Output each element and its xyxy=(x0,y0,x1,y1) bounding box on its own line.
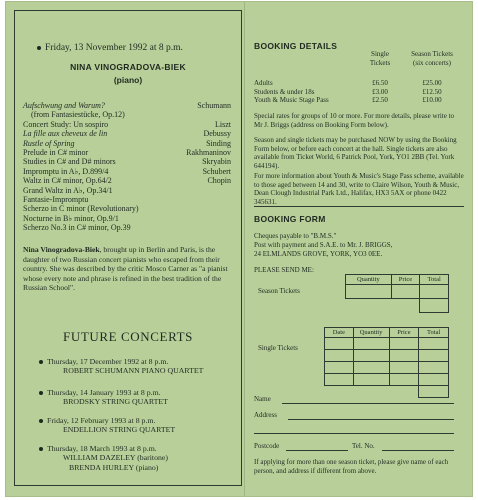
performer-instrument: (piano) xyxy=(113,75,143,85)
piece-title: Fantasie-Impromptu xyxy=(23,195,89,204)
future-concert-artist: BRODSKY STRING QUARTET xyxy=(63,397,168,407)
composer: Sinding xyxy=(206,138,231,148)
composer: Skryabin xyxy=(202,157,231,167)
composer: Debussy xyxy=(203,129,231,139)
tel-label: Tel. No. xyxy=(352,442,375,450)
fold-line xyxy=(244,2,245,496)
single-row-cell[interactable] xyxy=(389,350,419,362)
price-single: £2.50 xyxy=(372,96,388,105)
future-concert xyxy=(39,388,239,407)
future-concert-artist: ENDELLION STRING QUARTET xyxy=(63,425,176,435)
cheques-text: Cheques payable to "B.M.S." xyxy=(254,232,337,240)
single-row-cell[interactable] xyxy=(389,362,419,374)
future-concerts-heading: FUTURE CONCERTS xyxy=(63,329,193,344)
season-price-header: Price xyxy=(391,275,420,285)
future-concert-date xyxy=(39,388,239,397)
price-category: Students & under 18s xyxy=(254,87,315,96)
concert-date-text: Friday, 13 November 1992 at 8 p.m. xyxy=(45,43,183,53)
programme-item xyxy=(23,120,231,129)
single-row-cell[interactable] xyxy=(419,362,449,374)
programme-item xyxy=(23,129,231,138)
future-concert-date xyxy=(39,416,239,425)
single-row-cell[interactable] xyxy=(325,350,354,362)
single-row-cell[interactable] xyxy=(325,362,354,374)
piece-title: Scherzo in C minor (Revolutionary) xyxy=(23,204,139,214)
price-category: Youth & Music Stage Pass xyxy=(254,96,329,105)
future-concert xyxy=(39,416,239,435)
address-field-2[interactable] xyxy=(254,433,454,434)
composer: Schumann xyxy=(197,101,231,110)
programme-item xyxy=(23,167,231,176)
programme-panel xyxy=(14,10,242,486)
programme-item xyxy=(23,195,231,204)
booking-details-heading: BOOKING DETAILS xyxy=(254,41,338,51)
please-send-me: PLEASE SEND ME: xyxy=(254,266,314,274)
single-quantity-header: Quantity xyxy=(353,328,389,338)
single-row-cell[interactable] xyxy=(419,350,449,362)
season-tickets-label: Season Tickets xyxy=(258,287,300,295)
season-grand-total-cell[interactable] xyxy=(420,299,449,313)
season-total-cell[interactable] xyxy=(420,285,449,299)
leaflet-sheet xyxy=(6,2,472,496)
booking-panel xyxy=(254,10,464,486)
single-grand-total-cell[interactable] xyxy=(419,386,449,398)
bullet-icon xyxy=(37,46,41,50)
single-tickets-label: Single Tickets xyxy=(258,344,298,352)
single-row-cell[interactable] xyxy=(389,338,419,350)
future-concert xyxy=(39,357,239,376)
season-order-table xyxy=(345,274,449,313)
piece-title: Waltz in C# minor, Op.64/2 xyxy=(23,176,112,186)
price-category: Adults xyxy=(254,79,273,87)
price-season: £25.00 xyxy=(422,79,442,87)
price-single: £3.00 xyxy=(372,87,388,96)
future-concert-artist: WILLIAM DAZELEY (baritone) xyxy=(63,453,168,463)
programme-item xyxy=(23,148,231,157)
future-concert-date-text: Thursday, 18 March 1993 at 8 p.m. xyxy=(47,444,157,453)
future-concert-date-text: Thursday, 17 December 1992 at 8 p.m. xyxy=(47,357,169,366)
concert-date xyxy=(37,43,237,54)
piece-title: Aufschwung and Warum? xyxy=(23,101,105,110)
piece-title: Studies in C# and D# minors xyxy=(23,157,116,167)
season-quantity-header: Quantity xyxy=(346,275,392,285)
single-row-cell[interactable] xyxy=(353,350,389,362)
single-row-cell[interactable] xyxy=(419,374,449,386)
future-concert-date xyxy=(39,444,239,453)
address-field-1[interactable] xyxy=(288,419,454,420)
composer: Liszt xyxy=(215,119,231,129)
future-concert-date-text: Thursday, 14 January 1993 at 8 p.m. xyxy=(47,388,161,397)
tel-field[interactable] xyxy=(382,450,454,451)
group-rates-text: Special rates for groups of 10 or more. For more details, please write to Mr J. Briggs (address on Booking Form below). xyxy=(254,112,455,129)
bullet-icon xyxy=(39,360,43,364)
booking-form-heading: BOOKING FORM xyxy=(254,214,326,224)
single-row-cell[interactable] xyxy=(353,362,389,374)
programme-item xyxy=(23,204,231,213)
single-row-cell[interactable] xyxy=(419,338,449,350)
piece-title: Concert Study: Un sospiro xyxy=(23,119,109,129)
price-single: £6.50 xyxy=(372,79,388,87)
bio-name: Nina Vinogradova-Biek xyxy=(23,245,100,254)
bullet-icon xyxy=(39,419,43,423)
piece-title: (from Fantasiestücke, Op.12) xyxy=(31,110,125,120)
price-season: £12.50 xyxy=(422,87,442,96)
future-concert-date-text: Friday, 12 February 1993 at 8 p.m. xyxy=(47,416,156,425)
future-concert-artist: ROBERT SCHUMANN PIANO QUARTET xyxy=(63,366,204,376)
name-label: Name xyxy=(254,395,271,403)
post-line-1: Post with payment and S.A.E. to Mr. J. BRIGGS, xyxy=(254,241,393,249)
programme-item xyxy=(23,110,231,119)
col-single-tickets: Single Tickets xyxy=(369,50,391,67)
performer-name: NINA VINOGRADOVA-BIEK xyxy=(70,62,186,72)
single-date-header: Date xyxy=(325,328,354,338)
postcode-label: Postcode xyxy=(254,442,280,450)
future-concert-date xyxy=(39,357,239,366)
single-row-cell[interactable] xyxy=(325,374,354,386)
postcode-field[interactable] xyxy=(286,450,348,451)
address-label: Address xyxy=(254,411,277,419)
price-season: £10.00 xyxy=(422,96,442,105)
piece-title: Grand Waltz in A♭, Op.34/1 xyxy=(23,185,113,195)
piece-title: Rustle of Spring xyxy=(23,138,75,148)
piece-title: Scherzo No.3 in C# minor, Op.39 xyxy=(23,223,131,233)
future-concert xyxy=(39,444,239,472)
programme-item xyxy=(23,186,231,195)
piece-title: Nocturne in B♭ minor, Op.9/1 xyxy=(23,213,119,223)
piece-title: Prelude in C# minor xyxy=(23,148,89,157)
single-row-cell[interactable] xyxy=(325,338,354,350)
footer-note: If applying for more than one season ticket, please give name of each person, and address if different from above. xyxy=(254,458,449,475)
col-season-tickets: Season Tickets (six concerts) xyxy=(411,50,453,67)
single-price-header: Price xyxy=(389,328,419,338)
bullet-icon xyxy=(39,447,43,451)
programme-item xyxy=(23,157,231,166)
composer: Rakhmaninov xyxy=(186,148,231,157)
season-price-cell[interactable] xyxy=(391,285,420,299)
composer: Chopin xyxy=(207,176,231,186)
piece-title: La fille aux cheveux de lin xyxy=(23,129,108,139)
piece-title: Impromptu in A♭, D.899/4 xyxy=(23,166,109,176)
single-order-table xyxy=(324,327,449,398)
biography xyxy=(23,245,233,293)
bullet-icon xyxy=(39,391,43,395)
programme-item xyxy=(23,223,231,232)
divider xyxy=(254,206,464,207)
post-line-2: 24 ELMLANDS GROVE, YORK, YO3 0EE. xyxy=(254,250,383,258)
single-row-cell[interactable] xyxy=(353,374,389,386)
single-row-cell[interactable] xyxy=(353,338,389,350)
programme-item xyxy=(23,214,231,223)
programme-item xyxy=(23,176,231,185)
stage-pass-info-text: For more information about Youth & Music's Stage Pass scheme, available to those aged between 14 and 30, write to Claire Wilson, Youth & Music, Dean Clough Industrial Park Ltd., Halifax, HX3 5AX or phone 0422 345631. xyxy=(254,172,464,206)
season-quantity-cell[interactable] xyxy=(346,285,392,299)
name-field[interactable] xyxy=(282,403,454,404)
composer: Schubert xyxy=(202,166,231,176)
single-total-header: Total xyxy=(419,328,449,338)
season-total-header: Total xyxy=(420,275,449,285)
future-concert-artist: BRENDA HURLEY (piano) xyxy=(69,462,159,472)
programme-item xyxy=(23,101,231,110)
bio-text: , brought up in Berlin and Paris, is the daughter of two Russian concert pianists who escaped from their country. She was described by the critic Mosco Carner as "a pianist whose every note and phrase is refined in the best tradition of the Russian School". xyxy=(23,245,228,293)
single-row-cell[interactable] xyxy=(389,374,419,386)
purchase-info-text: Season and single tickets may be purchased NOW by using the Booking Form below, or before each concert at the hall. Single tickets are also available from Ticket World, 6 Patrick Pool, York, YO1 2BB (Tel. York 644194). xyxy=(254,136,457,170)
programme-item xyxy=(23,139,231,148)
